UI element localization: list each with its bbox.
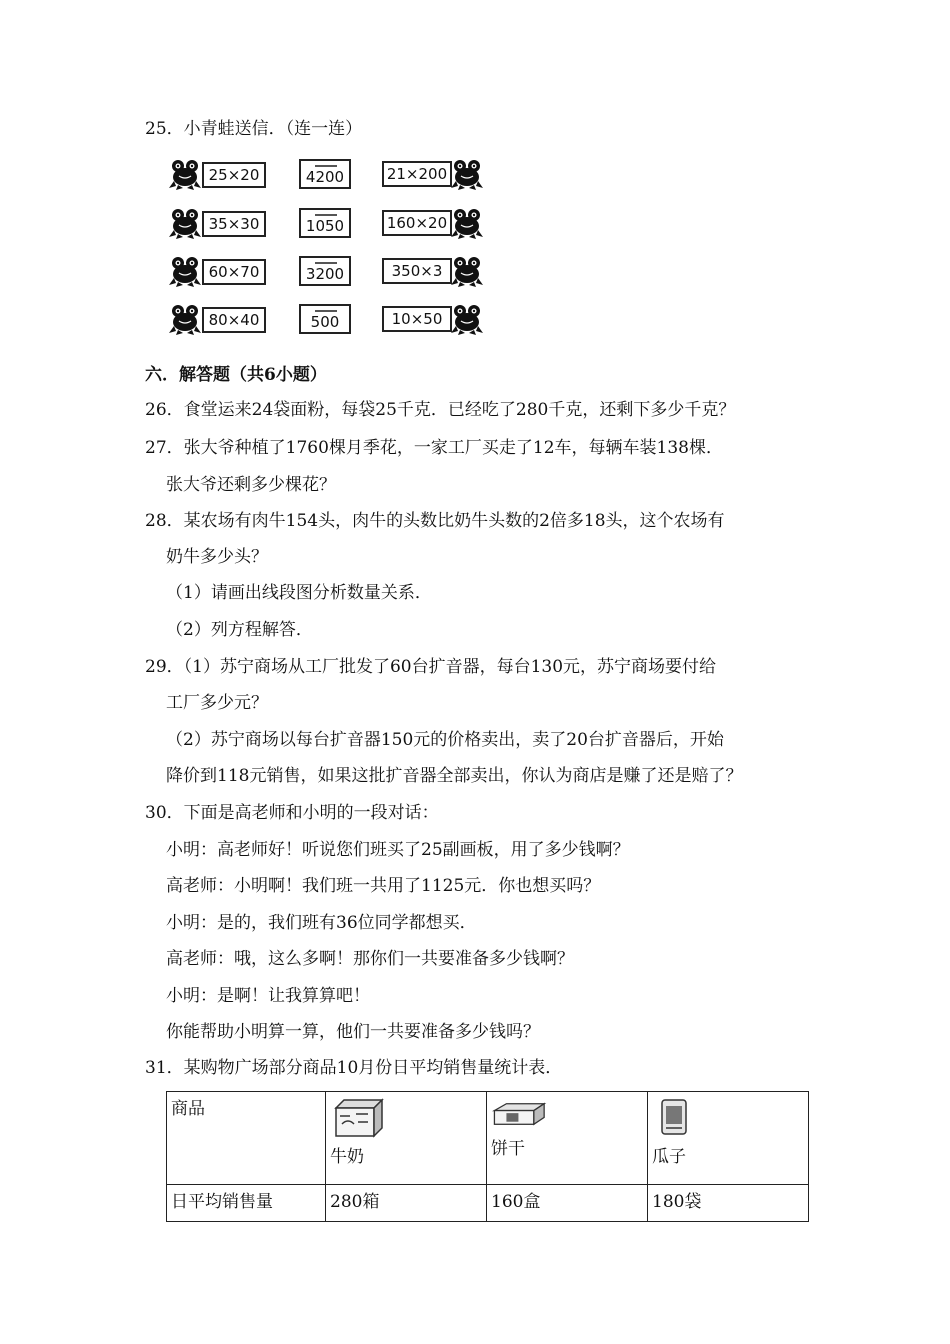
q28-part2: （2）列方程解答． — [166, 620, 313, 640]
q31-title: 31．某购物广场部分商品10月份日平均销售量统计表． — [145, 1058, 563, 1078]
table-cell — [487, 1092, 648, 1185]
right-expression-box[interactable]: 21×200 — [382, 161, 452, 187]
table-cell — [648, 1185, 809, 1222]
frog-icon — [168, 208, 202, 240]
mail-slot-icon — [315, 262, 337, 264]
table-row — [167, 1092, 809, 1185]
q28-line1: 28．某农场有肉牛154头，肉牛的头数比奶牛头数的2倍多18头，这个农场有 — [145, 511, 725, 531]
q30-dialog3: 小明：是的，我们班有36位同学都想买． — [166, 913, 477, 933]
frog-icon — [168, 256, 202, 288]
seed-bag-icon — [652, 1094, 712, 1142]
mail-slot-icon — [315, 214, 337, 216]
q29-part2-line1: （2）苏宁商场以每台扩音器150元的价格卖出，卖了20台扩音器后，开始 — [166, 730, 724, 750]
table-cell — [326, 1092, 487, 1185]
table-row — [167, 1185, 809, 1222]
sales-table — [166, 1091, 809, 1222]
table-cell — [648, 1092, 809, 1185]
row-label: 日平均销售量 — [171, 1192, 273, 1212]
section-heading: 六．解答题（共6小题） — [145, 365, 327, 385]
milk-carton-icon — [330, 1094, 390, 1142]
frog-icon — [450, 304, 484, 336]
q30-dialog5: 小明：是啊！让我算算吧！ — [166, 986, 370, 1006]
q26-line: 26．食堂运来24袋面粉，每袋25千克．已经吃了280千克，还剩下多少千克？ — [145, 400, 736, 420]
left-expression-box[interactable]: 25×20 — [202, 162, 266, 188]
table-cell — [326, 1185, 487, 1222]
biscuit-box-icon — [491, 1094, 551, 1134]
value-milk: 280箱 — [330, 1192, 380, 1212]
result-value: 4200 — [305, 168, 345, 186]
frog-icon — [450, 159, 484, 191]
q30-dialog1: 小明：高老师好！听说您们班买了25副画板，用了多少钱啊？ — [166, 840, 630, 860]
result-mailbox[interactable] — [299, 159, 351, 189]
q27-line2: 张大爷还剩多少棵花？ — [166, 475, 336, 495]
right-expression-box[interactable]: 350×3 — [382, 258, 452, 284]
result-value: 1050 — [305, 217, 345, 235]
header-product: 商品 — [171, 1099, 205, 1119]
q28-part1: （1）请画出线段图分析数量关系． — [166, 583, 432, 603]
q29-part2-line2: 降价到118元销售，如果这批扩音器全部卖出，你认为商店是赚了还是赔了？ — [166, 766, 743, 786]
q29-line1: 29．（1）苏宁商场从工厂批发了60台扩音器，每台130元，苏宁商场要付给 — [145, 657, 717, 677]
frog-icon — [450, 256, 484, 288]
result-value: 500 — [310, 313, 340, 331]
mail-slot-icon — [315, 310, 337, 312]
value-biscuit: 160盒 — [491, 1192, 541, 1212]
q29-line2: 工厂多少元？ — [166, 693, 268, 713]
q30-line1: 30．下面是高老师和小明的一段对话： — [145, 803, 439, 823]
result-mailbox[interactable] — [299, 208, 351, 238]
left-expression-box[interactable]: 60×70 — [202, 259, 266, 285]
q30-question: 你能帮助小明算一算，他们一共要准备多少钱吗？ — [166, 1022, 540, 1042]
frog-icon — [450, 208, 484, 240]
table-cell — [167, 1092, 326, 1185]
frog-icon — [168, 304, 202, 336]
header-biscuit: 饼干 — [491, 1139, 525, 1159]
value-seeds: 180袋 — [652, 1192, 702, 1212]
right-expression-box[interactable]: 160×20 — [382, 210, 452, 236]
q25-title: 25．小青蛙送信．（连一连） — [145, 119, 363, 139]
header-milk: 牛奶 — [330, 1147, 364, 1167]
q27-line1: 27．张大爷种植了1760棵月季花，一家工厂买走了12车，每辆车装138棵． — [145, 438, 723, 458]
result-value: 3200 — [305, 265, 345, 283]
result-mailbox[interactable] — [299, 256, 351, 286]
frog-icon — [168, 159, 202, 191]
result-mailbox[interactable] — [299, 304, 351, 334]
left-expression-box[interactable]: 80×40 — [202, 307, 266, 333]
q30-dialog2: 高老师：小明啊！我们班一共用了1125元．你也想买吗？ — [166, 876, 601, 896]
table-cell — [487, 1185, 648, 1222]
q30-dialog4: 高老师：哦，这么多啊！那你们一共要准备多少钱啊？ — [166, 949, 574, 969]
q28-line2: 奶牛多少头？ — [166, 547, 268, 567]
left-expression-box[interactable]: 35×30 — [202, 211, 266, 237]
table-cell — [167, 1185, 326, 1222]
mail-slot-icon — [315, 165, 337, 167]
right-expression-box[interactable]: 10×50 — [382, 306, 452, 332]
header-seeds: 瓜子 — [652, 1147, 686, 1167]
